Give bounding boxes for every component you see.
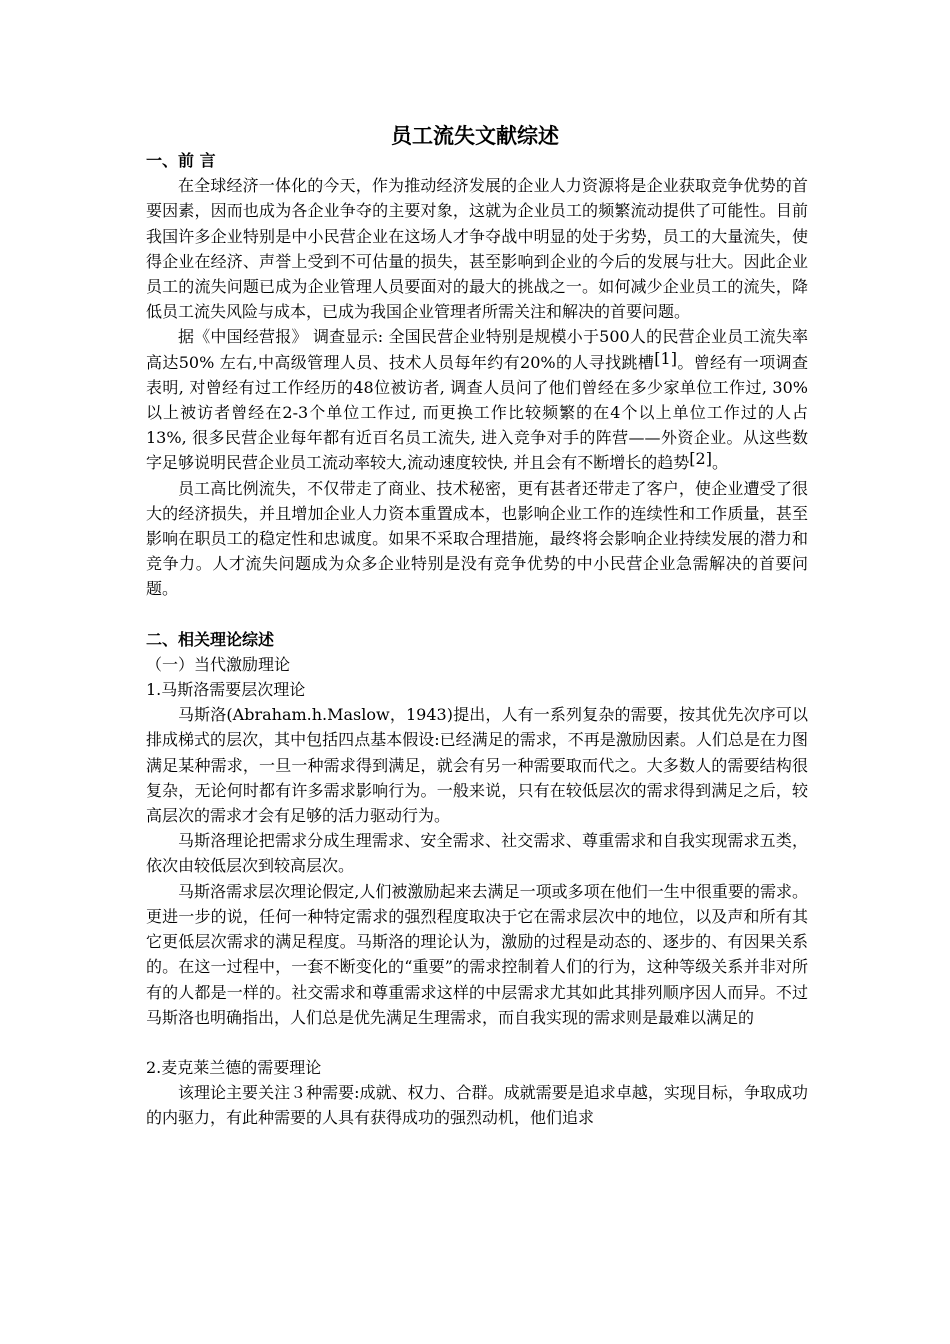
subsection-heading: （一）当代激励理论 (146, 654, 291, 674)
spacer (146, 602, 808, 627)
paragraph: 马斯洛理论把需求分成生理需求、安全需求、社交需求、尊重需求和自我实现需求五类，依次由较低层次到较高层次。 (146, 831, 808, 876)
citation-ref-1: [1] (654, 348, 677, 368)
paragraph-text: 。曾经有一项调查表明, 对曾经有过工作经历的48位被访者, 调查人员问了他们曾经在多少家单位工作过, 30%以上被访者曾经在2-3个单位工作过, 而更换工作比较频繁的在4个以上单位工作过的人占13%, 很多民营企业每年都有近百名员工流失, 进入竞争对手的阵营——外资企业。从这些数字足够说明民营企业员工流动率较大,流动速度较快, 并且会有不断增长的趋势 (146, 352, 808, 473)
paragraph (146, 324, 808, 475)
item-heading-mcclelland: 2.麦克莱兰德的需要理论 (146, 1057, 322, 1077)
paragraph: 员工高比例流失，不仅带走了商业、技术秘密，更有甚者还带走了客户，使企业遭受了很大的经济损失，并且增加企业人力资本重置成本，也影响企业工作的连续性和工作质量，甚至影响在职员工的稳定性和忠诚度。如果不采取合理措施，最终将会影响企业持续发展的潜力和竞争力。人才流失问题成为众多企业特别是没有竞争优势的中小民营企业急需解决的首要问题。 (146, 478, 808, 599)
section-heading-theory: 二、相关理论综述 (146, 629, 275, 649)
item-heading-maslow: 1.马斯洛需要层次理论 (146, 680, 306, 700)
paragraph: 该理论主要关注３种需要:成就、权力、合群。成就需要是追求卓越，实现目标，争取成功的内驱力，有此种需要的人具有获得成功的强烈动机，他们追求 (146, 1083, 808, 1128)
paragraph-text: 。 (711, 453, 728, 473)
paragraph-text: 据《中国经营报》 调查显示: 全国民营企业特别是规模小于500人的民营企业员工流失率高达50% 左右,中高级管理人员、技术人员每年约有20%的人寻找跳槽 (146, 327, 808, 372)
spacer (146, 1030, 808, 1055)
document-title: 员工流失文献综述 (391, 124, 559, 148)
citation-ref-2: [2] (689, 449, 712, 469)
paragraph: 马斯洛(Abraham.h.Maslow，1943)提出，人有一系列复杂的需要，按其优先次序可以排成梯式的层次，其中包括四点基本假设:已经满足的需求，不再是激励因素。人们总是在力图满足某种需求，一旦一种需求得到满足，就会有另一种需要取而代之。大多数人的需要结构很复杂，无论何时都有许多需求影响行为。一般来说，只有在较低层次的需求得到满足之后，较高层次的需求才会有足够的活力驱动行为。 (146, 705, 808, 826)
paragraph: 在全球经济一体化的今天，作为推动经济发展的企业人力资源将是企业获取竞争优势的首要因素，因而也成为各企业争夺的主要对象，这就为企业员工的频繁流动提供了可能性。目前我国许多企业特别是中小民营企业在这场人才争夺战中明显的处于劣势，员工的大量流失，使得企业在经济、声誉上受到不可估量的损失，甚至影响到企业的今后的发展与壮大。因此企业员工的流失问题已成为企业管理人员要面对的最大的挑战之一。如何减少企业员工的流失，降低员工流失风险与成本，已成为我国企业管理者所需关注和解决的首要问题。 (146, 176, 808, 322)
paragraph: 马斯洛需求层次理论假定,人们被激励起来去满足一项或多项在他们一生中很重要的需求。更进一步的说，任何一种特定需求的强烈程度取决于它在需求层次中的地位，以及声和所有其它更低层次需求的满足程度。马斯洛的理论认为，激励的过程是动态的、逐步的、有因果关系的。在这一过程中，一套不断变化的“重要”的需求控制着人们的行为，这种等级关系并非对所有的人都是一样的。社交需求和尊重需求这样的中层需求尤其如此其排列顺序因人而异。不过马斯洛也明确指出，人们总是优先满足生理需求，而自我实现的需求则是最难以满足的 (146, 881, 808, 1027)
document-body (146, 148, 808, 1131)
section-heading-preface: 一、前 言 (146, 151, 216, 170)
